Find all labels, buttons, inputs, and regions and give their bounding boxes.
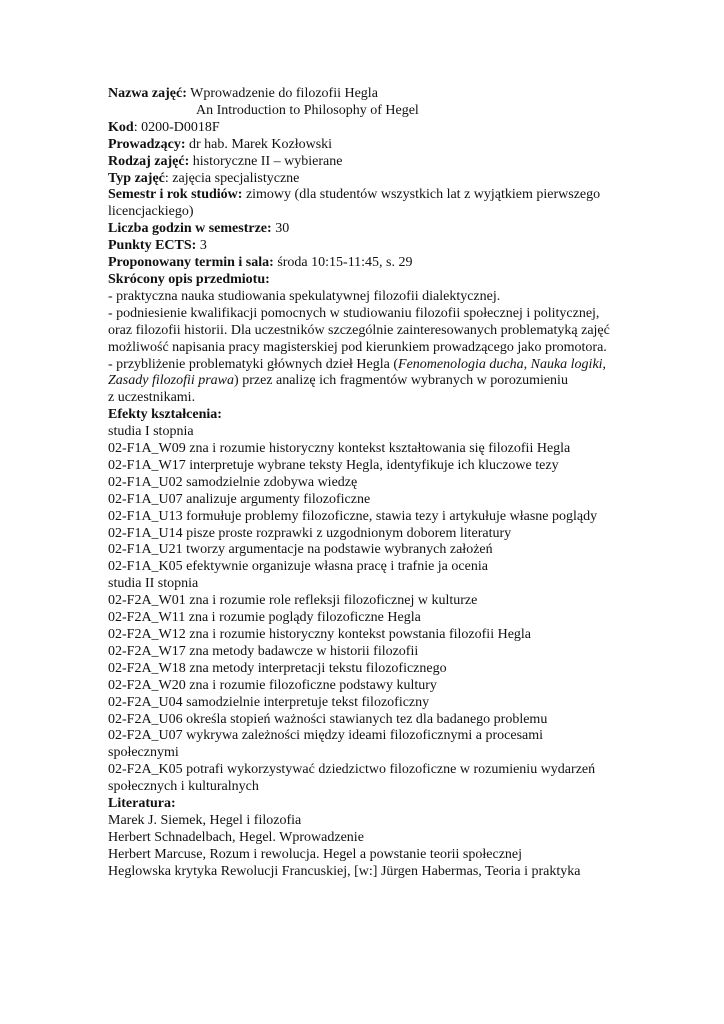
semester-value-cont: licencjackiego)	[108, 204, 194, 220]
outcome-item: 02-F1A_W09 zna i rozumie historyczny kontekst kształtowania się filozofii Hegla	[108, 441, 571, 457]
course-name-label: Nazwa zajęć:	[108, 86, 187, 101]
type-label: Typ zajęć	[108, 170, 165, 186]
separator: ,	[602, 356, 607, 372]
description-line	[108, 357, 668, 374]
outcome-item: 02-F1A_U14 pisze proste rozprawki z uzgodnionym doborem literatury	[108, 525, 512, 541]
semester-value: zimowy (dla studentów wszystkich lat z wyjątkiem pierwszego	[245, 187, 601, 203]
description-line	[108, 373, 668, 390]
level1-label: studia I stopnia	[108, 424, 194, 440]
work-title: Zasady filozofii prawa	[108, 373, 235, 389]
description-line: możliwość napisania pracy magisterskiej pod kierunkiem prowadzącego jako promotora.	[108, 339, 607, 355]
term-value: środa 10:15-11:45, s. 29	[277, 255, 413, 271]
semester-label: Semestr i rok studiów:	[108, 187, 243, 203]
outcome-item: 02-F2A_W01 zna i rozumie role refleksji filozoficznej w kulturze	[108, 593, 478, 609]
outcome-item: 02-F1A_U13 formułuje problemy filozoficzne, stawia tezy i artykułuje własne poglądy	[108, 508, 598, 524]
work-title: Nauka logiki	[530, 356, 603, 372]
course-syllabus	[108, 86, 668, 881]
outcome-item: 02-F2A_W17 zna metody badawcze w historii filozofii	[108, 643, 419, 659]
hours-row	[108, 221, 668, 238]
separator: ,	[523, 356, 531, 372]
description-text: - przybliżenie problematyki głównych dzieł Hegla (	[108, 356, 399, 372]
outcome-item: 02-F1A_U07 analizuje argumenty filozoficzne	[108, 491, 371, 507]
literature-item: Heglowska krytyka Rewolucji Francuskiej, [w:] Jürgen Habermas, Teoria i praktyka	[108, 863, 581, 879]
outcome-item: 02-F2A_U06 określa stopień ważności stawianych tez dla badanego problemu	[108, 711, 548, 727]
lecturer-value: dr hab. Marek Kozłowski	[189, 136, 333, 152]
description-line: - praktyczna nauka studiowania spekulatywnej filozofii dialektycznej.	[108, 288, 501, 304]
description-line: z uczestnikami.	[108, 390, 196, 406]
outcome-item: 02-F1A_W17 interpretuje wybrane teksty Hegla, identyfikuje ich kluczowe tezy	[108, 457, 559, 473]
lecturer-label: Prowadzący:	[108, 136, 186, 152]
outcome-item: 02-F1A_U21 tworzy argumentacje na podstawie wybranych założeń	[108, 542, 493, 558]
hours-value: 30	[275, 221, 290, 237]
code-value: : 0200-D0018F	[133, 119, 220, 135]
type-value: : zajęcia specjalistyczne	[164, 170, 300, 186]
outcome-item: 02-F2A_K05 potrafi wykorzystywać dziedzictwo filozoficzne w rozumieniu wydarzeń	[108, 762, 596, 778]
outcome-item: 02-F2A_W11 zna i rozumie poglądy filozoficzne Hegla	[108, 610, 421, 626]
ects-row	[108, 238, 668, 255]
course-name-row	[108, 86, 668, 103]
description-text: ) przez analizę ich fragmentów wybranych w porozumieniu	[234, 373, 568, 389]
literature-heading: Literatura:	[108, 796, 176, 812]
lecturer-row	[108, 137, 668, 154]
outcome-item: 02-F2A_U07 wykrywa zależności między ideami filozoficznymi a procesami	[108, 728, 544, 744]
outcome-item: 02-F1A_K05 efektywnie organizuje własna pracę i trafnie ja ocenia	[108, 559, 488, 575]
description-heading: Skrócony opis przedmiotu:	[108, 271, 270, 287]
code-row	[108, 120, 668, 137]
level2-label: studia II stopnia	[108, 576, 199, 592]
kind-value: historyczne II – wybierane	[192, 153, 343, 169]
literature-item: Marek J. Siemek, Hegel i filozofia	[108, 812, 302, 828]
code-label: Kod	[108, 119, 134, 135]
outcome-item: społecznymi	[108, 745, 179, 761]
outcome-item: 02-F2A_W20 zna i rozumie filozoficzne podstawy kultury	[108, 677, 437, 693]
outcomes-heading: Efekty kształcenia:	[108, 407, 222, 423]
outcome-item: 02-F2A_W18 zna metody interpretacji tekstu filozoficznego	[108, 660, 447, 676]
work-title: Fenomenologia ducha	[398, 356, 524, 372]
course-name-pl: Wprowadzenie do filozofii Hegla	[190, 86, 378, 101]
outcome-item: 02-F2A_U04 samodzielnie interpretuje tekst filozoficzny	[108, 694, 430, 710]
hours-label: Liczba godzin w semestrze:	[108, 221, 272, 237]
ects-value: 3	[199, 238, 207, 254]
literature-item: Herbert Marcuse, Rozum i rewolucja. Hegel a powstanie teorii społecznej	[108, 846, 523, 862]
literature-item: Herbert Schnadelbach, Hegel. Wprowadzenie	[108, 829, 364, 845]
outcome-item: 02-F1A_U02 samodzielnie zdobywa wiedzę	[108, 474, 358, 490]
kind-row	[108, 154, 668, 171]
semester-row	[108, 187, 668, 204]
course-name-en: An Introduction to Philosophy of Hegel	[196, 102, 419, 118]
term-label: Proponowany termin i sala:	[108, 255, 274, 271]
kind-label: Rodzaj zajęć:	[108, 153, 190, 169]
ects-label: Punkty ECTS:	[108, 238, 197, 254]
type-row	[108, 171, 668, 188]
term-row	[108, 255, 668, 272]
outcome-item: 02-F2A_W12 zna i rozumie historyczny kontekst powstania filozofii Hegla	[108, 627, 532, 642]
outcome-item: społecznych i kulturalnych	[108, 779, 259, 795]
description-line: - podniesienie kwalifikacji pomocnych w studiowaniu filozofii społecznej i politycznej,	[108, 305, 600, 321]
description-line: oraz filozofii historii. Dla uczestników szczególnie zainteresowanych problematyką zajęć	[108, 322, 610, 338]
